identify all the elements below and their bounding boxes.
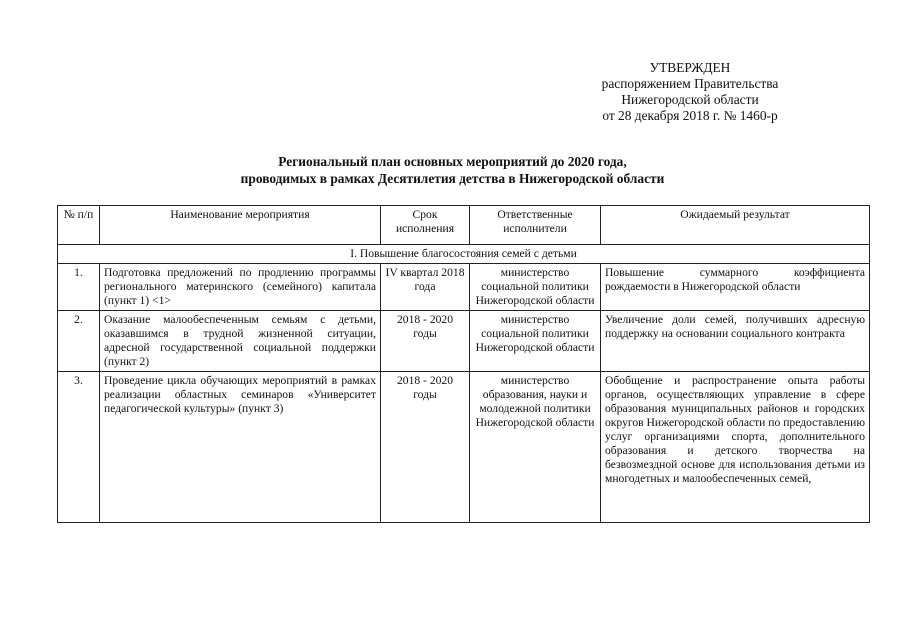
approval-block — [560, 60, 820, 124]
row-executors: министерство образования, науки и молодежной политики Нижегородской области — [470, 372, 601, 523]
header-num: № п/п — [58, 206, 100, 245]
row-num: 3. — [58, 372, 100, 523]
section-title: I. Повышение благосостояния семей с детьми — [58, 245, 870, 264]
row-num: 2. — [58, 311, 100, 372]
header-executors: Ответственные исполнители — [470, 206, 601, 245]
document-title — [130, 153, 775, 187]
header-result: Ожидаемый результат — [601, 206, 870, 245]
row-num: 1. — [58, 264, 100, 311]
row-result-cell — [601, 372, 870, 523]
row-result: Увеличение доли семей, получивших адресную поддержку на основании социального контракта — [601, 311, 870, 372]
row-result: Повышение суммарного коэффициента рождаемости в Нижегородской области — [601, 264, 870, 311]
title-line-1: Региональный план основных мероприятий до 2020 года, — [278, 154, 627, 169]
approval-heading: УТВЕРЖДЕН — [649, 60, 731, 75]
row-executors: министерство социальной политики Нижегородской области — [470, 264, 601, 311]
title-line-2: проводимых в рамках Десятилетия детства в Нижегородской области — [240, 171, 665, 186]
row-name: Проведение цикла обучающих мероприятий в рамках реализации областных семинаров «Университет педагогической культуры» (пункт 3) — [100, 372, 381, 523]
approval-date-number: от 28 декабря 2018 г. № 1460-р — [602, 108, 778, 123]
row-name: Оказание малообеспеченным семьям с детьми, оказавшимся в трудной жизненной ситуации, адресной государственной социальной поддержки (пункт 2) — [100, 311, 381, 372]
row-result: Обобщение и распространение опыта работы органов, осуществляющих управление в сфере образования муниципальных районов и городских округов Нижегородской области по предоставлению услуг организациями спорта, дополнительного образования и детского творчества на безвозмездной основе для использования детьми из многодетных и малообеспеченных семей, — [605, 374, 865, 485]
table-row — [58, 372, 870, 523]
plan-table — [57, 205, 870, 523]
table-row — [58, 264, 870, 311]
table-header-row — [58, 206, 870, 245]
header-term: Срок исполнения — [381, 206, 470, 245]
table-row — [58, 311, 870, 372]
approval-region: Нижегородской области — [621, 92, 759, 107]
row-term: IV квартал 2018 года — [381, 264, 470, 311]
approval-issuer: распоряжением Правительства — [601, 76, 779, 91]
section-row — [58, 245, 870, 264]
row-name: Подготовка предложений по продлению программы регионального материнского (семейного) капитала (пункт 1) <1> — [100, 264, 381, 311]
row-executors: министерство социальной политики Нижегородской области — [470, 311, 601, 372]
row-term: 2018 - 2020 годы — [381, 311, 470, 372]
header-name: Наименование мероприятия — [100, 206, 381, 245]
row-term: 2018 - 2020 годы — [381, 372, 470, 523]
